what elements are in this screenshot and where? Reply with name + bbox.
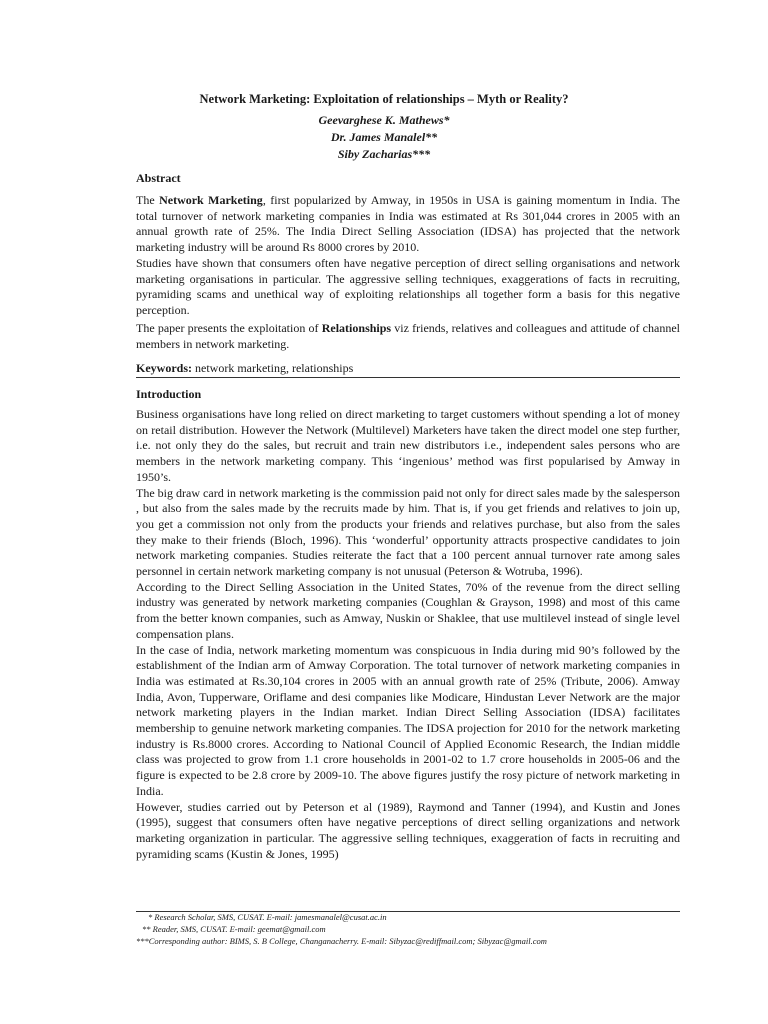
- abstract-paragraph-1: [136, 193, 680, 255]
- intro-paragraph-2: The big draw card in network marketing is the commission paid not only for direct sales made by the salesperson , but also from the sales made by the recruits made by him. That is, if you get friends and relatives to join up, you get a commission not only from the products your friends and relatives purchase, but also from the sales they make to their friends (Bloch, 1996). This ‘wonderful’ opportunity attracts prospective candidates to join network marketing companies. Studies reiterate the fact that a 100 percent annual turnover rate among sales personnel in certain network marketing company is not unusual (Peterson & Wotruba, 1996).: [136, 485, 680, 579]
- keywords-text: network marketing, relationships: [192, 361, 354, 375]
- intro-paragraph-5: However, studies carried out by Peterson et al (1989), Raymond and Tanner (1994), and Kustin and Jones (1995), suggest that consumers often have negative perceptions of direct selling organizations and network marketing organization in particular. The aggressive selling techniques, exaggeration of facts in recruiting and pyramiding scams (Kustin & Jones, 1995): [136, 799, 680, 861]
- abstract-paragraph-3: [136, 321, 680, 352]
- author-2: Dr. James Manalel**: [330, 130, 438, 144]
- author-3: Siby Zacharias***: [337, 147, 431, 161]
- abstract-p3-pre: The paper presents the exploitation of: [136, 321, 322, 335]
- intro-paragraph-1: Business organisations have long relied on direct marketing to target customers without spending a lot of money on retail distribution. However the Network (Multilevel) Marketers have taken the direct model one step further, i.e. not only they do the sales, but recruit and train new distributors i.e., independent sales persons who are members in the network marketing company. This ‘ingenious’ method was first popularised by Amway in 1950’s.: [136, 407, 680, 484]
- author-1: Geevarghese K. Mathews*: [318, 113, 450, 127]
- introduction-body: [136, 407, 680, 862]
- keywords-label: Keywords:: [136, 361, 192, 375]
- introduction-heading: Introduction: [136, 387, 202, 401]
- footnote-2: ** Reader, SMS, CUSAT. E-mail: geemat@gmail.com: [142, 924, 326, 934]
- footnote-3: ***Corresponding author: BIMS, S. B College, Changanacherry. E-mail: Sibyzac@rediffmail.com; Sibyzac@gmail.com: [136, 936, 547, 946]
- keywords-line: [136, 361, 353, 376]
- abstract-p3-post: viz friends, relatives and colleagues and attitude of channel members in network marketing.: [136, 321, 680, 351]
- paper-title: Network Marketing: Exploitation of relationships – Myth or Reality?: [199, 92, 569, 106]
- intro-paragraph-3: According to the Direct Selling Association in the United States, 70% of the revenue from the direct selling industry was generated by network marketing companies (Coughlan & Grayson, 1998) and most of this came from the better known companies, such as Amway, Nuskin or Shaklee, that use multilevel instead of single level compensation plans.: [136, 579, 680, 641]
- abstract-p1-pre: The: [136, 193, 160, 207]
- section-divider: [136, 377, 680, 378]
- intro-paragraph-4: In the case of India, network marketing momentum was conspicuous in India during mid 90’s followed by the establishment of the Indian arm of Amway Corporation. The total turnover of network marketing companies in India was estimated at Rs.30,104 crores in 2005 with an annual growth rate of 25% (Tribute, 2006). Amway India, Avon, Tupperware, Oriflame and desi companies like Modicare, Hindustan Lever Network are the major network marketing players in the Indian market. Indian Direct Selling Association (IDSA) facilitates membership to genuine network marketing companies. The IDSA projection for 2010 for the network marketing industry is Rs.8000 crores. According to National Council of Applied Economic Research, the Indian middle class was projected to grow from 1.1 crore households in 2001-02 to 1.7 crore households in 2005-06 and the figure is expected to be 2.8 crore by 2009-10. The above figures justify the rosy picture of network marketing in India.: [136, 642, 680, 798]
- abstract-p1-post: , first popularized by Amway, in 1950s in USA is gaining momentum in India. The total turnover of network marketing companies in India was estimated at Rs 301,044 crores in 2005 with an annual growth rate of 25%. The India Direct Selling Association (IDSA) has projected that the network marketing industry will be around Rs 8000 crores by 2010.: [136, 193, 680, 254]
- footnote-1: * Research Scholar, SMS, CUSAT. E-mail: jamesmanalel@cusat.ac.in: [148, 912, 387, 922]
- abstract-p1-bold: Network Marketing: [159, 193, 263, 207]
- abstract-p3-bold: Relationships: [321, 321, 392, 335]
- abstract-paragraph-2: Studies have shown that consumers often have negative perception of direct selling organisations and network marketing organisations in particular. The aggressive selling techniques, exaggerations of facts in recruiting, pyramiding scams and unethical way of exploiting relationships all together form a basis for this negative perception.: [136, 256, 680, 317]
- abstract-heading: Abstract: [136, 171, 181, 185]
